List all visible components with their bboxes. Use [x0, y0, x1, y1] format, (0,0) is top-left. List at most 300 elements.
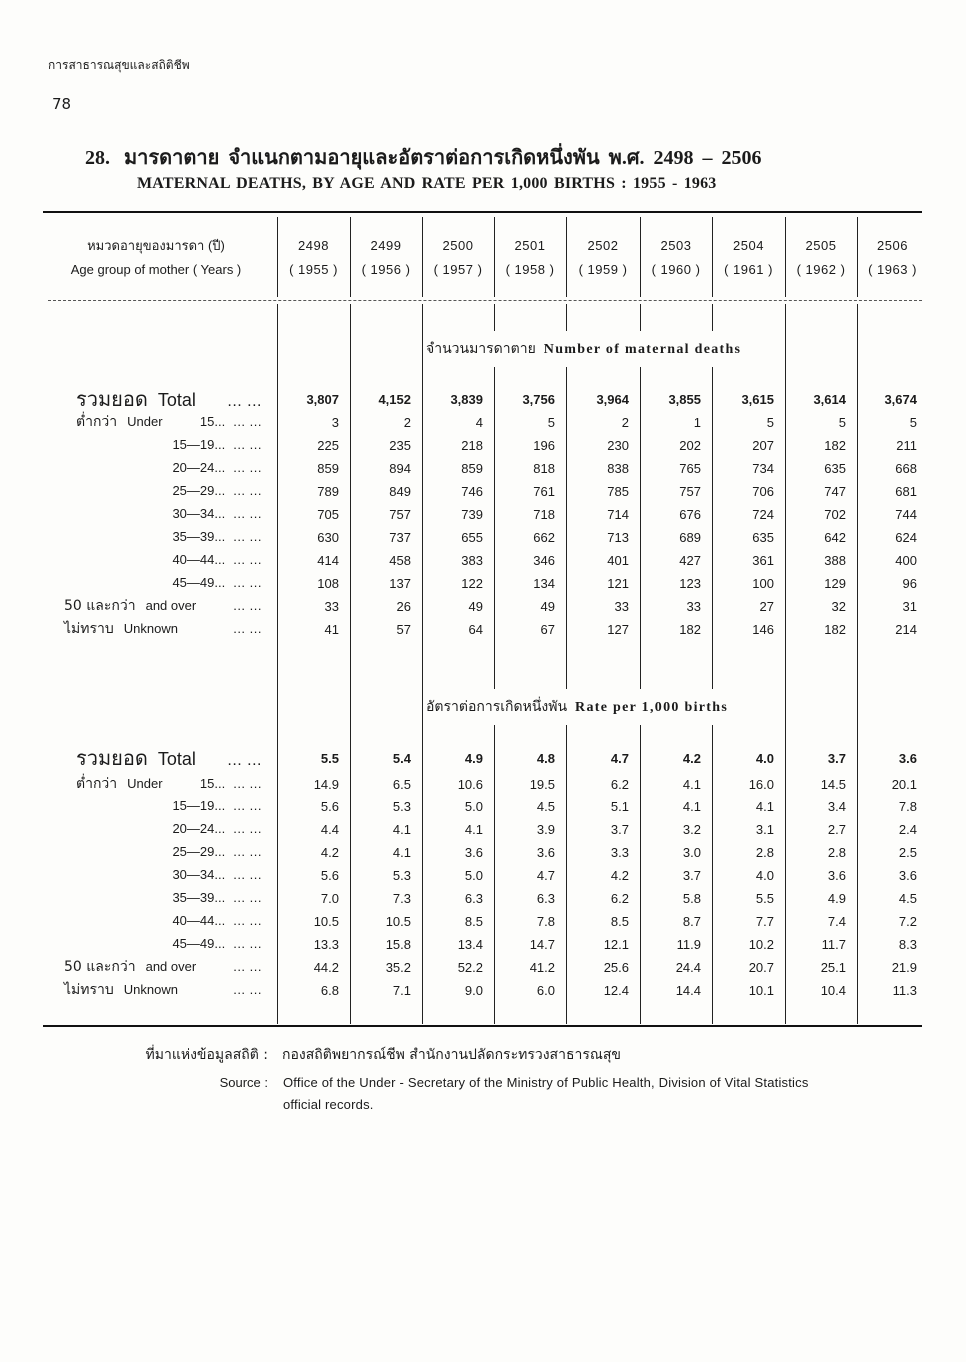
row-label-age-group: 20—24...: [172, 821, 226, 836]
table-cell: 737: [389, 530, 411, 545]
table-cell: 235: [389, 438, 411, 453]
table-cell: 2: [403, 415, 411, 430]
table-cell: 129: [824, 576, 846, 591]
top-rule: [43, 211, 922, 213]
row-label: [48, 549, 262, 571]
table-cell: 346: [533, 553, 555, 568]
column-header-year-be: 2506: [877, 238, 908, 253]
table-cell: 3,807: [306, 392, 339, 407]
table-cell: 6.3: [464, 891, 483, 906]
table-cell: 4,152: [378, 392, 411, 407]
table-cell: 21.9: [891, 960, 917, 975]
table-cell: 33: [686, 599, 701, 614]
table-cell: 706: [752, 484, 774, 499]
table-cell: 49: [468, 599, 483, 614]
table-cell: 137: [389, 576, 411, 591]
table-cell: 7.8: [898, 799, 917, 814]
table-cell: 26: [396, 599, 411, 614]
row-label-leader: ... ...: [233, 483, 262, 498]
row-label: [48, 526, 262, 548]
table-cell: 6.0: [536, 983, 555, 998]
row-label-leader: ... ...: [233, 437, 262, 452]
table-cell: 3.4: [827, 799, 846, 814]
column-header-year-be: 2503: [660, 238, 692, 253]
table-cell: 3.7: [610, 822, 629, 837]
table-cell: 765: [679, 461, 701, 476]
table-cell: 49: [540, 599, 555, 614]
row-label-leader: ... ...: [233, 798, 262, 813]
table-cell: 52.2: [457, 960, 483, 975]
table-cell: 7.1: [392, 983, 411, 998]
column-divider: [857, 217, 858, 297]
table-cell: 19.5: [529, 777, 555, 792]
column-divider: [566, 217, 567, 297]
row-label-age-group: 45—49...: [172, 936, 226, 951]
column-header-year-be: 2505: [805, 238, 837, 253]
row-label-age-group: 35—39...: [172, 890, 226, 905]
table-cell: 4.4: [320, 822, 339, 837]
table-cell: 134: [533, 576, 555, 591]
table-cell: 714: [607, 507, 629, 522]
table-cell: 230: [607, 438, 629, 453]
table-cell: 67: [540, 622, 555, 637]
table-cell: 818: [533, 461, 555, 476]
row-label-thai: ไม่ทราบ: [64, 621, 114, 637]
table-cell: 635: [824, 461, 846, 476]
table-cell: 27: [759, 599, 774, 614]
table-cell: 7.0: [320, 891, 339, 906]
row-label: [48, 434, 262, 456]
table-cell: 2.8: [755, 845, 774, 860]
table-cell: 8.3: [898, 937, 917, 952]
table-cell: 4.7: [536, 868, 555, 883]
table-cell: 757: [389, 507, 411, 522]
table-cell: 10.1: [748, 983, 774, 998]
table-cell: 33: [324, 599, 339, 614]
table-cell: 4.5: [898, 891, 917, 906]
table-cell: 25.6: [603, 960, 629, 975]
row-label: [48, 887, 262, 909]
table-cell: 761: [533, 484, 555, 499]
table-cell: 7.3: [392, 891, 411, 906]
table-cell: 5.4: [392, 751, 411, 766]
table-cell: 5.5: [320, 751, 339, 766]
table-cell: 14.7: [529, 937, 555, 952]
table-cell: 33: [614, 599, 629, 614]
row-label-leader: ... ...: [233, 982, 262, 997]
table-cell: 894: [389, 461, 411, 476]
table-cell: 785: [607, 484, 629, 499]
table-cell: 146: [752, 622, 774, 637]
table-cell: 635: [752, 530, 774, 545]
row-label-leader: ... ...: [233, 890, 262, 905]
table-cell: 724: [752, 507, 774, 522]
source-label: Source :: [219, 1075, 268, 1090]
table-cell: 13.4: [457, 937, 483, 952]
table-cell: 4.1: [392, 822, 411, 837]
table-cell: 182: [824, 438, 846, 453]
table-cell: 789: [317, 484, 339, 499]
table-cell: 11.3: [892, 983, 917, 998]
row-label-age: 15...: [199, 776, 226, 791]
row-label-leader: ... ...: [233, 460, 262, 475]
table-cell: 5.1: [610, 799, 629, 814]
column-header-year-ce: ( 1961 ): [724, 262, 773, 277]
column-header-year-ce: ( 1963 ): [868, 262, 917, 277]
table-cell: 718: [533, 507, 555, 522]
table-cell: 4.8: [536, 751, 555, 766]
row-label: [48, 618, 262, 640]
table-cell: 5: [766, 415, 774, 430]
table-cell: 705: [317, 507, 339, 522]
table-cell: 4.1: [682, 777, 701, 792]
table-cell: 746: [461, 484, 483, 499]
table-cell: 3.6: [898, 751, 917, 766]
table-cell: 624: [895, 530, 917, 545]
table-cell: 739: [461, 507, 483, 522]
table-cell: 3.7: [682, 868, 701, 883]
row-label-english: Under: [127, 776, 163, 791]
table-cell: 747: [824, 484, 846, 499]
table-cell: 41.2: [529, 960, 555, 975]
source-label-thai: ที่มาแห่งข้อมูลสถิติ :: [145, 1047, 268, 1063]
row-label-english: Unknown: [123, 621, 178, 636]
row-label: [48, 910, 262, 932]
table-cell: 6.8: [320, 983, 339, 998]
row-label: [48, 411, 262, 433]
table-cell: 31: [902, 599, 917, 614]
row-label-leader: ... ...: [233, 867, 262, 882]
row-label-leader: ... ...: [233, 575, 262, 590]
table-cell: 702: [824, 507, 846, 522]
table-cell: 642: [824, 530, 846, 545]
table-cell: 2.4: [898, 822, 917, 837]
table-cell: 3.0: [682, 845, 701, 860]
table-cell: 96: [902, 576, 917, 591]
column-header-year-be: 2500: [442, 238, 474, 253]
table-cell: 3.9: [536, 822, 555, 837]
table-cell: 15.8: [385, 937, 411, 952]
table-number: 28.: [85, 147, 110, 169]
table-cell: 6.5: [392, 777, 411, 792]
table-cell: 6.3: [536, 891, 555, 906]
row-label-leader: ... ...: [233, 936, 262, 951]
table-cell: 4: [475, 415, 483, 430]
row-label-age-group: 45—49...: [172, 575, 226, 590]
source-text-thai: กองสถิติพยากรณ์ชีพ สำนักงานปลัดกระทรวงสาธารณสุข: [282, 1047, 621, 1063]
column-divider: [422, 217, 423, 297]
table-cell: 11.7: [821, 937, 846, 952]
row-label: [48, 747, 262, 769]
table-cell: 689: [679, 530, 701, 545]
table-cell: 123: [679, 576, 701, 591]
row-label: [48, 841, 262, 863]
table-cell: 10.4: [820, 983, 846, 998]
column-header-year-be: 2499: [370, 238, 402, 253]
table-cell: 3.7: [827, 751, 846, 766]
table-cell: 14.5: [820, 777, 846, 792]
page-number: 78: [52, 95, 72, 113]
table-cell: 4.1: [464, 822, 483, 837]
row-label: [48, 864, 262, 886]
table-cell: 849: [389, 484, 411, 499]
table-cell: 4.1: [755, 799, 774, 814]
table-cell: 4.1: [682, 799, 701, 814]
row-label-thai: 50 และกว่า: [64, 598, 136, 614]
row-label-age-group: 20—24...: [172, 460, 226, 475]
column-header-year-ce: ( 1960 ): [651, 262, 701, 277]
row-label-leader: ... ...: [233, 959, 262, 974]
table-cell: 3: [331, 415, 339, 430]
table-cell: 3.6: [827, 868, 846, 883]
table-cell: 24.4: [675, 960, 701, 975]
row-label-thai: ต่ำกว่า: [76, 414, 118, 430]
row-label-age-group: 30—34...: [172, 867, 226, 882]
table-cell: 630: [317, 530, 339, 545]
column-divider: [640, 217, 641, 297]
table-cell: 757: [679, 484, 701, 499]
table-title-english: MATERNAL DEATHS, BY AGE AND RATE PER 1,000 BIRTHS : 1955 - 1963: [137, 175, 717, 192]
table-cell: 3.6: [536, 845, 555, 860]
table-cell: 41: [324, 622, 339, 637]
table-cell: 859: [461, 461, 483, 476]
table-cell: 5.6: [320, 868, 339, 883]
column-header-year-ce: ( 1962 ): [796, 262, 846, 277]
table-cell: 681: [895, 484, 917, 499]
table-cell: 57: [396, 622, 411, 637]
section-heading-english: Number of maternal deaths: [543, 342, 742, 357]
column-header-year-be: 2504: [733, 238, 764, 253]
table-cell: 25.1: [820, 960, 846, 975]
table-cell: 655: [461, 530, 483, 545]
table-cell: 676: [679, 507, 701, 522]
table-cell: 4.1: [392, 845, 411, 860]
table-cell: 8.7: [682, 914, 701, 929]
table-cell: 5.0: [464, 799, 483, 814]
table-cell: 5.3: [392, 799, 411, 814]
table-cell: 400: [895, 553, 917, 568]
table-cell: 3,855: [668, 392, 701, 407]
table-cell: 2.5: [898, 845, 917, 860]
table-cell: 8.5: [464, 914, 483, 929]
table-cell: 5.5: [755, 891, 774, 906]
table-cell: 3,964: [596, 392, 629, 407]
table-cell: 361: [752, 553, 774, 568]
column-header-year-be: 2502: [587, 238, 619, 253]
column-header-year-ce: ( 1957 ): [433, 262, 483, 277]
table-cell: 182: [824, 622, 846, 637]
table-cell: 4.0: [755, 868, 774, 883]
row-label: [48, 956, 262, 978]
table-cell: 225: [317, 438, 339, 453]
table-cell: 3.6: [898, 868, 917, 883]
row-label-thai: 50 และกว่า: [64, 959, 136, 975]
table-cell: 127: [607, 622, 629, 637]
table-cell: 5.3: [392, 868, 411, 883]
table-cell: 2.7: [827, 822, 846, 837]
table-cell: 5: [909, 415, 917, 430]
row-label: [48, 933, 262, 955]
table-cell: 14.9: [313, 777, 339, 792]
row-label-english: Under: [127, 414, 163, 429]
table-cell: 734: [752, 461, 774, 476]
table-cell: 3,614: [813, 392, 846, 407]
row-label-leader: ... ...: [233, 621, 262, 636]
table-cell: 202: [679, 438, 701, 453]
row-label-age-group: 40—44...: [172, 913, 226, 928]
row-label-age-group: 35—39...: [172, 529, 226, 544]
source-text-line-2: official records.: [283, 1097, 374, 1112]
table-cell: 10.2: [748, 937, 774, 952]
table-cell: 5: [838, 415, 846, 430]
table-cell: 5.0: [464, 868, 483, 883]
row-label: [48, 503, 262, 525]
row-label-age-group: 25—29...: [172, 844, 226, 859]
table-cell: 388: [824, 553, 846, 568]
table-cell: 5.6: [320, 799, 339, 814]
table-cell: 121: [607, 576, 629, 591]
table-cell: 2.8: [827, 845, 846, 860]
row-label-leader: ... ...: [233, 552, 262, 567]
table-cell: 7.7: [755, 914, 774, 929]
row-label-english: and over: [145, 959, 197, 974]
table-cell: 14.4: [675, 983, 701, 998]
table-cell: 4.9: [827, 891, 846, 906]
row-label-leader: ... ...: [233, 506, 262, 521]
table-cell: 8.5: [610, 914, 629, 929]
source-text-line-1: Office of the Under - Secretary of the Ministry of Public Health, Division of Vital Statistics: [283, 1075, 809, 1090]
row-label: [48, 818, 262, 840]
row-label-age-group: 15—19...: [172, 437, 226, 452]
table-cell: 4.5: [536, 799, 555, 814]
row-label-leader: ... ...: [233, 844, 262, 859]
row-label: [48, 457, 262, 479]
row-label-thai: ต่ำกว่า: [76, 776, 118, 792]
row-label: [48, 572, 262, 594]
row-label: [48, 773, 262, 795]
column-divider: [277, 217, 278, 297]
table-cell: 1: [693, 415, 701, 430]
stub-header-thai: หมวดอายุของมารดา (ปี): [87, 238, 225, 253]
table-cell: 218: [461, 438, 483, 453]
row-label-age-group: 30—34...: [172, 506, 226, 521]
row-label-age-group: 15—19...: [172, 798, 226, 813]
row-label-english: and over: [145, 598, 197, 613]
section-heading-thai: จำนวนมารดาตาย: [426, 341, 536, 357]
row-label-age-group: 40—44...: [172, 552, 226, 567]
table-cell: 744: [895, 507, 917, 522]
table-cell: 4.2: [682, 751, 701, 766]
row-label-leader: ... ...: [233, 913, 262, 928]
section-heading: [424, 689, 783, 725]
row-label: [48, 979, 262, 1001]
table-cell: 838: [607, 461, 629, 476]
table-cell: 122: [461, 576, 483, 591]
table-cell: 7.4: [827, 914, 846, 929]
table-cell: 3,674: [884, 392, 917, 407]
row-label-age: 15...: [199, 414, 226, 429]
table-cell: 3,839: [450, 392, 483, 407]
column-header-year-ce: ( 1958 ): [505, 262, 555, 277]
column-divider: [712, 217, 713, 297]
row-label-leader: ... ...: [233, 529, 262, 544]
table-cell: 20.1: [891, 777, 917, 792]
row-label-leader: ... ...: [233, 598, 262, 613]
row-label: [48, 388, 262, 410]
table-cell: 12.1: [603, 937, 629, 952]
row-label-leader: ... ...: [233, 821, 262, 836]
table-cell: 44.2: [313, 960, 339, 975]
column-divider: [785, 217, 786, 297]
table-cell: 207: [752, 438, 774, 453]
row-label-thai: ไม่ทราบ: [64, 982, 114, 998]
table-cell: 11.9: [676, 937, 701, 952]
row-label-english: Total: [157, 749, 196, 769]
table-title-thai: [85, 141, 945, 173]
row-label: [48, 480, 262, 502]
column-header-year-be: 2501: [514, 238, 546, 253]
table-cell: 10.5: [385, 914, 411, 929]
row-label: [48, 595, 262, 617]
row-label-leader: ... ...: [227, 752, 262, 769]
row-label-english: Unknown: [123, 982, 178, 997]
row-label-thai: รวมยอด: [76, 746, 148, 770]
bottom-rule: [43, 1025, 922, 1027]
column-divider: [494, 217, 495, 297]
table-cell: 35.2: [385, 960, 411, 975]
column-header-year-ce: ( 1956 ): [361, 262, 411, 277]
table-cell: 64: [468, 622, 483, 637]
table-cell: 3,756: [522, 392, 555, 407]
section-heading: [424, 331, 783, 367]
table-cell: 13.3: [313, 937, 339, 952]
row-label-leader: ... ...: [227, 393, 262, 410]
column-header-year-be: 2498: [298, 238, 329, 253]
table-cell: 4.9: [464, 751, 483, 766]
table-cell: 3.2: [682, 822, 701, 837]
table-cell: 9.0: [464, 983, 483, 998]
table-cell: 20.7: [748, 960, 774, 975]
column-divider: [350, 217, 351, 297]
table-cell: 401: [607, 553, 629, 568]
running-head: การสาธารณสุขและสถิติชีพ: [48, 58, 190, 72]
table-cell: 4.2: [610, 868, 629, 883]
table-cell: 4.0: [755, 751, 774, 766]
table-cell: 383: [461, 553, 483, 568]
section-heading-english: Rate per 1,000 births: [575, 700, 729, 715]
table-cell: 3.1: [755, 822, 774, 837]
stub-header-english: Age group of mother ( Years ): [70, 262, 242, 277]
row-label-english: Total: [157, 390, 196, 410]
header-divider: [48, 300, 922, 301]
table-cell: 7.2: [898, 914, 917, 929]
table-cell: 10.5: [313, 914, 339, 929]
table-cell: 458: [389, 553, 411, 568]
table-cell: 100: [752, 576, 774, 591]
table-cell: 32: [831, 599, 846, 614]
table-cell: 6.2: [610, 777, 629, 792]
table-cell: 859: [317, 461, 339, 476]
table-cell: 662: [533, 530, 555, 545]
section-heading-thai: อัตราต่อการเกิดหนึ่งพัน: [426, 699, 568, 715]
table-cell: 2: [621, 415, 629, 430]
table-cell: 196: [533, 438, 555, 453]
table-cell: 5.8: [682, 891, 701, 906]
table-cell: 4.7: [610, 751, 629, 766]
row-label-leader: ... ...: [233, 414, 262, 429]
table-cell: 668: [895, 461, 917, 476]
table-cell: 108: [317, 576, 339, 591]
